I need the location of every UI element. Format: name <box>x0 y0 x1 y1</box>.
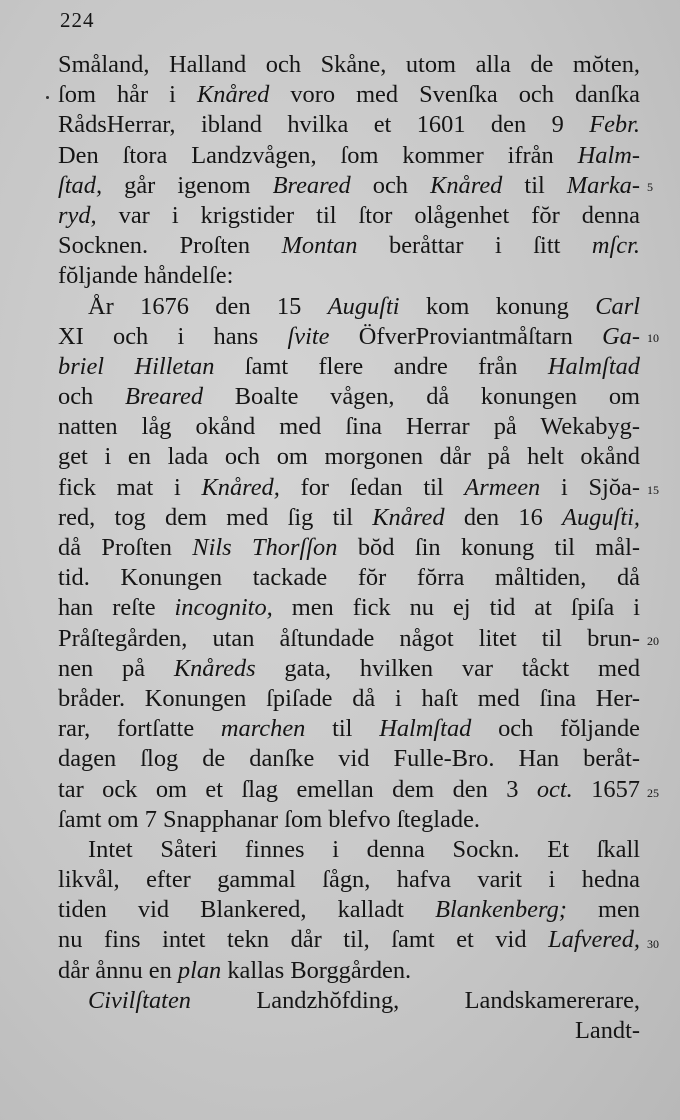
margin-line-number-5: 5 <box>647 180 653 194</box>
italic-text: Halmſtad <box>547 352 640 380</box>
text-run: Landt- <box>574 1017 640 1044</box>
margin-line-number-30: 30 <box>647 937 659 951</box>
text-line <box>58 231 640 261</box>
text-line <box>58 956 640 986</box>
text-line <box>58 473 640 503</box>
text-run: Socknen. Proſten <box>58 232 282 260</box>
text-run: til <box>502 171 567 199</box>
text-line <box>58 442 640 472</box>
text-run: nu fins intet tekn dår til, ſamt et vid <box>58 926 549 954</box>
text-line <box>58 201 640 231</box>
text-run: Småland, Halland och Skåne, utom alla de mŏten, <box>58 51 640 78</box>
text-line <box>58 292 640 322</box>
text-run: Boalte vågen, då konungen om <box>203 383 640 411</box>
text-run: likvål, efter gammal ſågn, hafva varit i hedna <box>58 866 640 894</box>
text-line <box>58 593 640 623</box>
text-run: voro med Svenſka och danſka <box>269 81 640 109</box>
text-run: men <box>566 896 641 924</box>
italic-text: Armeen <box>464 473 541 501</box>
text-run: RådsHerrar, ibland hvilka et 1601 den 9 <box>58 111 590 139</box>
italic-text: Montan <box>281 232 358 260</box>
italic-text: Carl <box>595 292 641 320</box>
text-line <box>58 805 640 835</box>
text-run: och fŏljande <box>471 715 640 743</box>
text-run: i Sjŏa- <box>540 473 640 501</box>
italic-text: ryd, <box>58 201 97 229</box>
text-line <box>58 141 640 171</box>
text-line <box>58 1016 640 1046</box>
text-line <box>58 382 640 412</box>
text-line <box>58 986 640 1016</box>
italic-text: Knåred <box>197 81 270 109</box>
italic-text: incognito, <box>174 594 273 622</box>
text-run: for ſedan til <box>279 473 465 501</box>
text-run: bråder. Konungen ſpiſade då i haſt med ſina Her- <box>58 684 640 712</box>
bullet-mark <box>46 96 49 99</box>
text-line <box>58 835 640 865</box>
text-run: nen på <box>58 654 174 682</box>
text-run: natten låg okånd med ſina Herrar på Wekabyg- <box>58 413 640 441</box>
italic-text: Febr. <box>589 111 640 139</box>
text-run: ÖfverProviantmåſtarn <box>329 322 603 350</box>
text-run: til <box>305 715 380 743</box>
italic-text: Ga- <box>602 322 640 350</box>
text-run: ſamt om 7 Snapphanar ſom blefvo ſteglade. <box>58 805 480 833</box>
text-line <box>58 533 640 563</box>
text-line <box>58 352 640 382</box>
margin-line-number-10: 10 <box>647 331 659 345</box>
text-line <box>58 412 640 442</box>
text-line <box>58 110 640 140</box>
italic-text: Breared <box>272 171 351 199</box>
text-run: 1657 <box>572 775 640 803</box>
text-run: kallas Borggården. <box>221 956 412 984</box>
text-line <box>58 684 640 714</box>
italic-text: Lafvered, <box>548 926 640 954</box>
text-line <box>58 261 640 291</box>
italic-text: Marka- <box>566 171 640 199</box>
italic-text: Knåred <box>430 171 503 199</box>
text-run: fick mat i <box>58 473 202 501</box>
text-run: då Proſten <box>58 534 193 561</box>
text-run: ſom hår i <box>58 81 197 109</box>
text-line <box>58 714 640 744</box>
text-run: dår ånnu en <box>58 956 178 984</box>
text-run: År 1676 den 15 <box>88 292 328 320</box>
italic-text: Blankenberg; <box>435 896 567 924</box>
text-line <box>58 654 640 684</box>
text-line <box>58 775 640 805</box>
text-run: red, tog dem med ſig til <box>58 503 373 531</box>
margin-line-number-25: 25 <box>647 786 659 800</box>
text-run: Den ſtora Landzvågen, ſom kommer ifrån <box>58 141 578 169</box>
italic-text: ſvite <box>287 322 330 350</box>
text-run: Pråſtegården, utan åſtundade något litet til brun- <box>58 624 640 652</box>
text-run: Landzhŏfding, Landskamererare, <box>190 986 640 1014</box>
page-number: 224 <box>60 8 95 32</box>
italic-text: mſcr. <box>591 232 641 260</box>
text-run: tid. Konungen tackade fŏr fŏrra måltiden, då <box>58 564 640 592</box>
text-line <box>58 744 640 774</box>
text-line <box>58 865 640 895</box>
italic-text: Breared <box>124 383 204 411</box>
text-line <box>58 503 640 533</box>
text-run: han reſte <box>58 594 175 622</box>
text-line <box>58 80 640 110</box>
text-run: XI och i hans <box>58 322 288 350</box>
text-run: beråttar i ſitt <box>357 232 592 260</box>
text-line <box>58 624 640 654</box>
text-run: tiden vid Blankered, kalladt <box>58 896 436 924</box>
italic-text: ſtad, <box>58 171 103 199</box>
text-run: get i en lada och om morgonen dår på helt okånd <box>58 443 640 471</box>
text-run: och <box>58 383 125 411</box>
text-line <box>58 895 640 925</box>
text-run: bŏd ſin konung til mål- <box>337 534 640 561</box>
italic-text: oct. <box>536 775 573 803</box>
text-run: men fick nu ej tid at ſpiſa i <box>272 594 640 622</box>
italic-text: Knåred <box>372 503 445 531</box>
text-run: kom konung <box>399 292 596 320</box>
text-line <box>58 50 640 80</box>
text-line <box>58 322 640 352</box>
italic-text: Halmſtad <box>379 715 472 743</box>
text-run: gata, hvilken var tåckt med <box>255 654 641 682</box>
text-line <box>58 563 640 593</box>
text-run: och <box>350 171 431 199</box>
italic-text: briel Hilletan <box>58 352 215 380</box>
italic-text: Knåred, <box>201 473 280 501</box>
text-run: var i krigstider til ſtor olågenhet fŏr denna <box>96 201 640 229</box>
italic-text: Knåreds <box>173 654 256 682</box>
text-run: dagen ſlog de danſke vid Fulle-Bro. Han beråt- <box>58 745 640 773</box>
italic-text: Civilſtaten <box>88 986 191 1014</box>
text-run: ſamt flere andre från <box>214 352 548 380</box>
text-run: den 16 <box>444 503 563 531</box>
text-line <box>58 171 640 201</box>
italic-text: Auguſti <box>327 292 400 320</box>
text-run: går igenom <box>102 171 273 199</box>
margin-line-number-15: 15 <box>647 483 659 497</box>
text-run: tar ock om et ſlag emellan dem den 3 <box>58 775 537 803</box>
italic-text: marchen <box>220 715 306 743</box>
italic-text: Auguſti, <box>562 503 640 531</box>
text-run: Intet Såteri finnes i denna Sockn. Et ſkall <box>88 835 640 863</box>
italic-text: Nils Thorſſon <box>192 534 338 561</box>
text-run: fŏljande håndelſe: <box>58 262 234 290</box>
italic-text: Halm- <box>577 141 640 169</box>
text-run: rar, fortſatte <box>58 715 221 743</box>
italic-text: plan <box>177 956 222 984</box>
text-line <box>58 925 640 955</box>
margin-line-number-20: 20 <box>647 634 659 648</box>
body-text <box>58 50 640 1046</box>
